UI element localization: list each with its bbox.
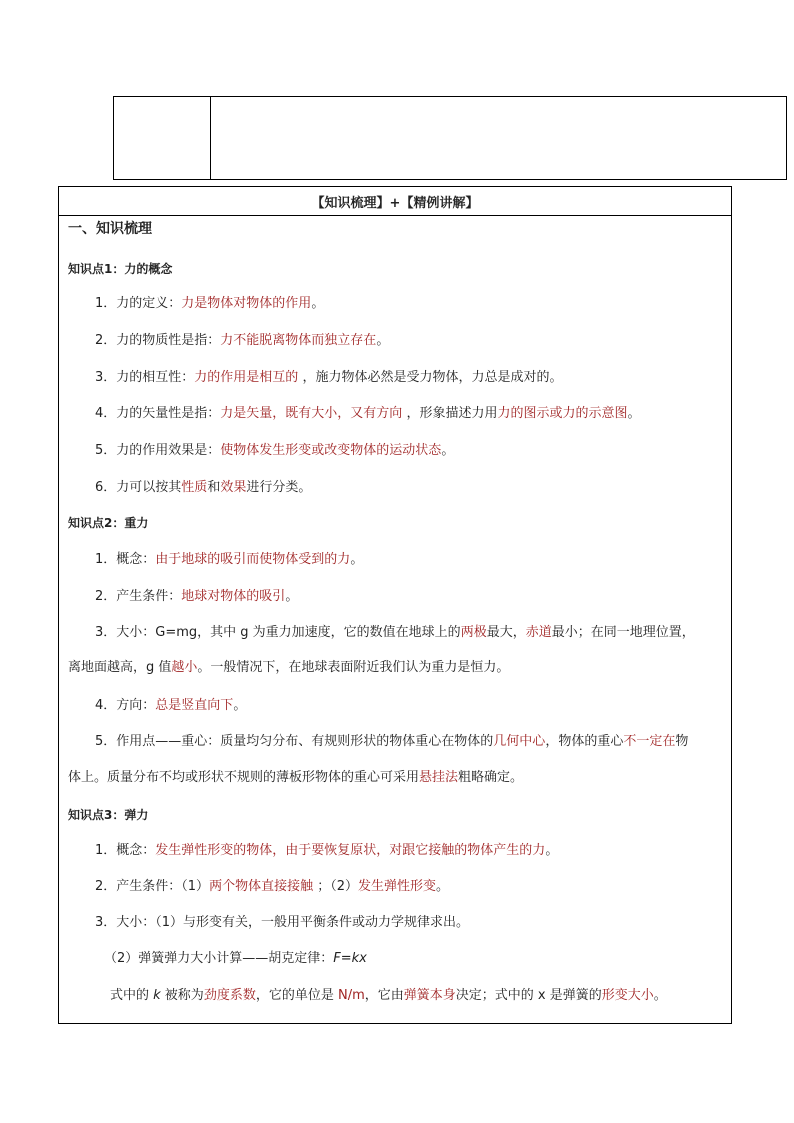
kp1-title: 知识点1：力的概念 <box>68 262 173 276</box>
kp2-item-3: 3．大小：G=mg，其中 g 为重力加速度，它的数值在地球上的两极最大，赤道最小；在同一地理位置， <box>95 625 695 640</box>
table-header-title: 【知识梳理】+【精例讲解】 <box>311 195 479 211</box>
kp1-item-6: 6．力可以按其性质和效果进行分类。 <box>95 480 312 495</box>
kp2-item-5-continued: 体上。质量分布不均或形状不规则的薄板形物体的重心可采用悬挂法粗略确定。 <box>68 770 524 785</box>
kp1-item-5: 5．力的作用效果是：使物体发生形变或改变物体的运动状态。 <box>95 443 455 458</box>
kp2-title: 知识点2：重力 <box>68 516 149 530</box>
kp1-item-2: 2．力的物质性是指：力不能脱离物体而独立存在。 <box>95 333 390 348</box>
kp2-item-4: 4．方向：总是竖直向下。 <box>95 698 247 713</box>
kp1-item-3: 3．力的相互性：力的作用是相互的 ，施力物体必然是受力物体，力总是成对的。 <box>95 370 563 385</box>
kp2-item-3-continued: 离地面越高，g 值越小。一般情况下，在地球表面附近我们认为重力是恒力。 <box>68 660 510 675</box>
section-title: 一、知识梳理 <box>68 221 152 237</box>
kp2-item-1: 1．概念：由于地球的吸引而使物体受到的力。 <box>95 552 364 567</box>
kp1-item-4: 4．力的矢量性是指：力是矢量，既有大小，又有方向 ，形象描述力用力的图示或力的示意图。 <box>95 406 641 421</box>
kp3-item-2: 2．产生条件：（1）两个物体直接接触 ；（2）发生弹性形变。 <box>95 879 450 894</box>
kp2-item-5: 5．作用点——重心：质量均匀分布、有规则形状的物体重心在物体的几何中心，物体的重心不一定在物 <box>95 734 689 749</box>
kp3-item-1: 1．概念：发生弹性形变的物体，由于要恢复原状，对跟它接触的物体产生的力。 <box>95 843 559 858</box>
main-content-table <box>58 186 732 1024</box>
kp3-formula-explanation: 式中的 k 被称为劲度系数，它的单位是 N/m，它由弹簧本身决定；式中的 x 是弹簧的形变大小。 <box>110 988 667 1003</box>
top-table-left-cell <box>114 97 211 179</box>
kp2-item-2: 2．产生条件：地球对物体的吸引。 <box>95 589 299 604</box>
hooke-formula: F=kx <box>333 951 367 966</box>
kp3-item-3: 3．大小：（1）与形变有关，一般用平衡条件或动力学规律求出。 <box>95 915 470 930</box>
top-info-table <box>113 96 787 180</box>
top-table-right-cell <box>211 97 786 179</box>
kp3-title: 知识点3：弹力 <box>68 808 149 822</box>
kp1-item-1: 1．力的定义：力是物体对物体的作用。 <box>95 296 325 311</box>
table-header <box>59 187 731 216</box>
kp3-item-3-sub: （2）弹簧弹力大小计算——胡克定律：F=kx <box>104 951 367 966</box>
